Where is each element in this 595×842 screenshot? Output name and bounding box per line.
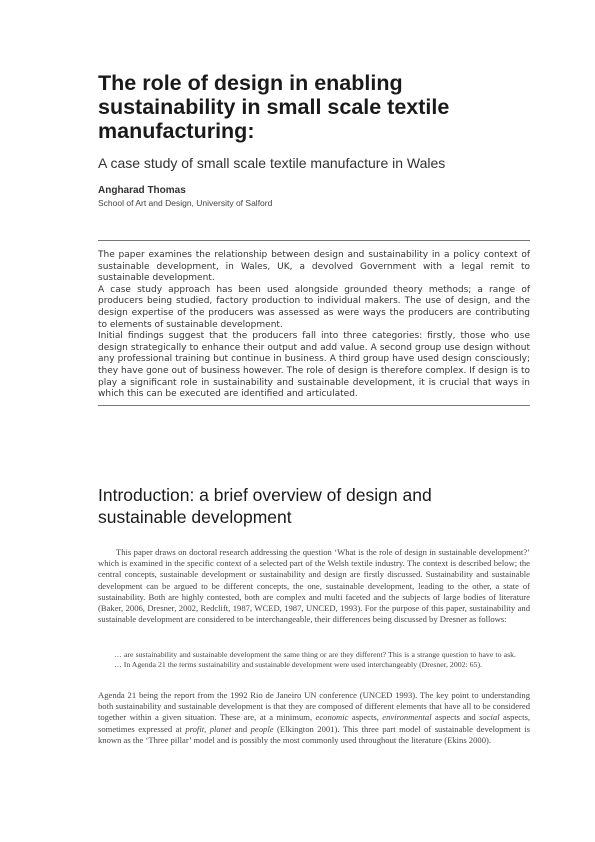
italic-term: planet — [209, 723, 232, 734]
abstract-box — [98, 240, 530, 406]
block-quote: … are sustainability and sustainable development the same thing or are they different? This is a strange question to have to ask. … In Agenda 21 the terms sustainability and sustainable development were used interchangeably (Dresner, 2002: 65). — [114, 650, 516, 670]
text-run: , — [204, 723, 210, 734]
author-name: Angharad Thomas — [98, 185, 186, 196]
italic-term: profit — [185, 723, 205, 734]
abstract-paragraph: A case study approach has been used alongside grounded theory methods; a range of producers being studied, factory production to individual makers. The use of design, and the design expertise of the producers was assessed as were ways the producers are contributing to elements of sustainable development. — [98, 284, 530, 330]
italic-term: environmental — [382, 712, 432, 723]
author-affiliation: School of Art and Design, University of Salford — [98, 198, 273, 208]
abstract-paragraph: The paper examines the relationship between design and sustainability in a policy context of sustainable development, in Wales, UK, a devolved Government with a legal remit to sustainable development. — [98, 250, 530, 284]
text-run: aspects, sometimes expressed at — [98, 712, 530, 734]
paper-subtitle: A case study of small scale textile manufacture in Wales — [98, 155, 446, 171]
italic-term: economic — [315, 712, 349, 723]
paper-title: The role of design in enabling sustainability in small scale textile manufacturing: — [98, 71, 450, 143]
abstract-paragraph: Initial findings suggest that the producers fall into three categories: firstly, those who use design strategically to enhance their output and add value. A second group use design without any professional training but continue in business. A third group have used design consciously; they have gone out of business however. The role of design is therefore complex. If design is to play a significant role in sustainability and sustainable development, it is crucial that ways in which this can be executed are identified and articulated. — [98, 331, 530, 400]
italic-term: social — [479, 712, 500, 723]
italic-term: people — [250, 723, 274, 734]
body-paragraph — [98, 690, 530, 746]
section-heading-introduction: Introduction: a brief overview of design and sustainable development — [98, 485, 432, 527]
text-run: aspects and — [431, 712, 480, 723]
text-run: Agenda 21 being the report from the 1992 Rio de Janeiro UN conference (UNCED 1993). The key point to understanding both sustainability and sustainable development is that they are composed of different elements that have all to be considered together within a given situation. These are, at a minimum, — [98, 690, 530, 723]
body-paragraph: This paper draws on doctoral research addressing the question ‘What is the role of design in sustainable development?’ which is examined in the specific context of a selected part of the Welsh textile industry. The context is described below; the central concepts, sustainable development or sustainability and design are firstly discussed. Sustainability and sustainable development can be argued to be different concepts, the one, sustainable development, leading to the other, a state of sustainability. Both are highly contested, both are complex and multi faceted and the subjects of large bodies of literature (Baker, 2006, Dresner, 2002, Redclift, 1987, WCED, 1987, UNCED, 1993). For the purpose of this paper, sustainability and sustainable development are considered to be interchangeable, their differences being discussed by Dresner as follows: — [98, 547, 530, 625]
text-run: (Elkington 2001). This three part model of sustainable development is known as the ‘Three pillar’ model and is possibly the most commonly used throughout the literature (Ekins 2000). — [98, 723, 530, 745]
text-run: and — [231, 723, 251, 734]
text-run: aspects, — [348, 712, 383, 723]
